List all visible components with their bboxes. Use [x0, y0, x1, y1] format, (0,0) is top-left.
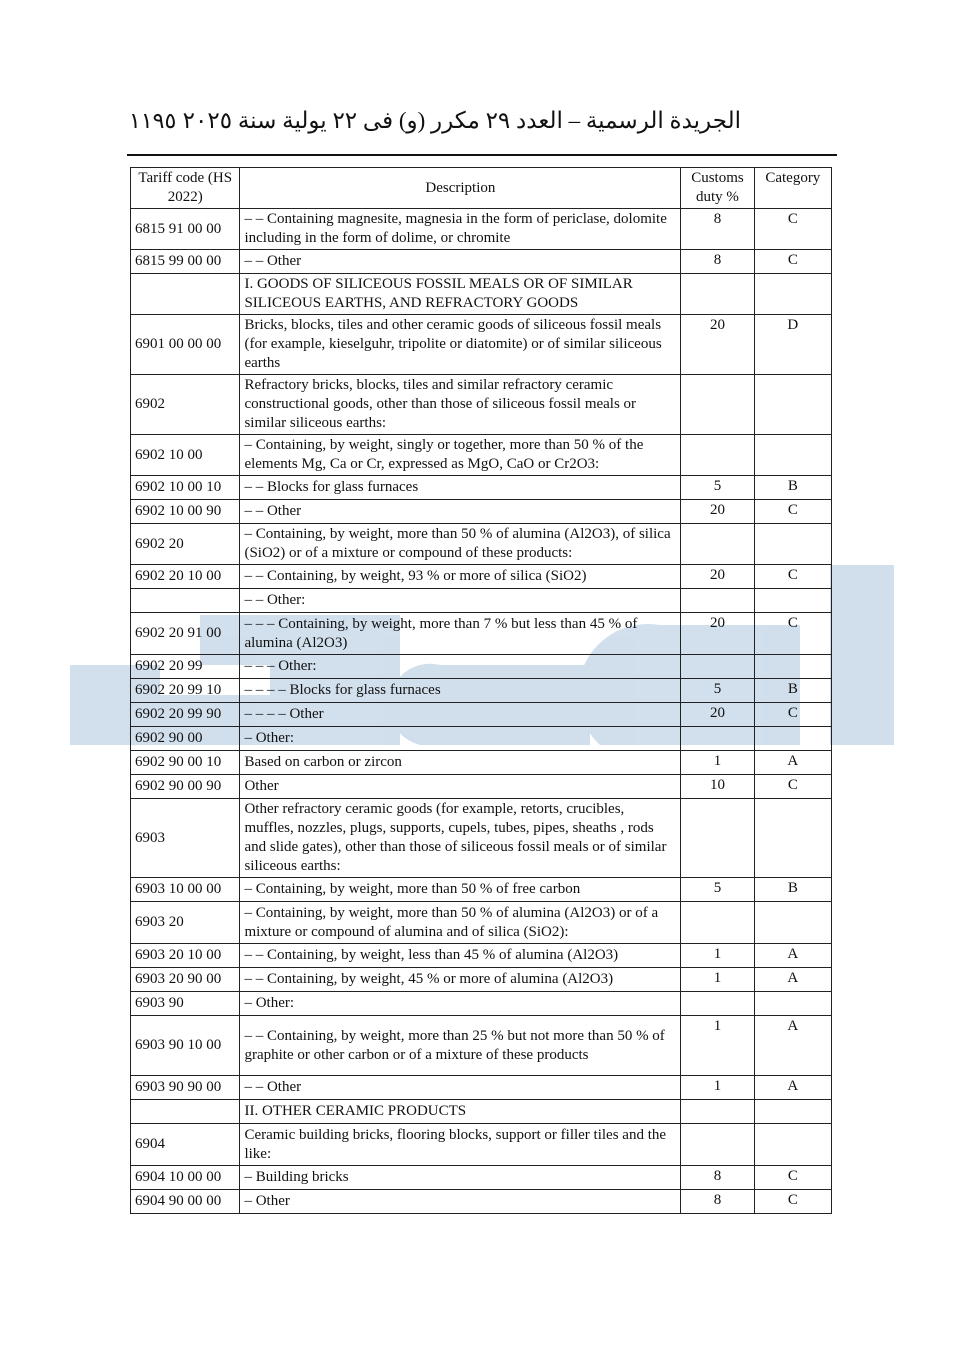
category-cell: C	[754, 500, 831, 524]
tariff-code-cell	[131, 589, 240, 613]
description-cell: – – Other:	[240, 589, 681, 613]
table-row	[131, 1076, 832, 1100]
tariff-code-cell: 6902	[131, 375, 240, 435]
category-cell	[754, 992, 831, 1016]
customs-duty-cell: 5	[681, 878, 754, 902]
category-cell: C	[754, 775, 831, 799]
category-cell: A	[754, 1076, 831, 1100]
customs-duty-cell: 8	[681, 1190, 754, 1214]
gazette-title: الجريدة الرسمية – العدد ٢٩ مكرر (و) فى ٢٢ يولية سنة ٢٠٢٥	[182, 108, 741, 133]
category-cell	[754, 655, 831, 679]
customs-duty-cell: 20	[681, 565, 754, 589]
table-row	[131, 992, 832, 1016]
table-row	[131, 1124, 832, 1166]
description-cell: – Containing, by weight, more than 50 % of free carbon	[240, 878, 681, 902]
category-cell: C	[754, 613, 831, 655]
customs-duty-cell: 1	[681, 944, 754, 968]
table-row	[131, 1100, 832, 1124]
category-cell: A	[754, 751, 831, 775]
description-cell: – – – – Other	[240, 703, 681, 727]
tariff-code-cell: 6902 90 00 90	[131, 775, 240, 799]
table-row	[131, 775, 832, 799]
table-row	[131, 727, 832, 751]
description-cell: – – – Other:	[240, 655, 681, 679]
table-row	[131, 565, 832, 589]
tariff-code-cell: 6903 90 10 00	[131, 1016, 240, 1076]
description-cell: – Other:	[240, 992, 681, 1016]
category-cell	[754, 1100, 831, 1124]
table-row	[131, 1166, 832, 1190]
category-cell: D	[754, 315, 831, 375]
table-row	[131, 524, 832, 565]
description-cell: Other refractory ceramic goods (for example, retorts, crucibles, muffles, nozzles, plugs, supports, cupels, tubes, pipes, sheaths , rods and slide gates), other than those of siliceous fossil meals or of similar siliceous earths:	[240, 799, 681, 878]
tariff-code-cell: 6904 90 00 00	[131, 1190, 240, 1214]
tariff-code-cell: 6903 20 90 00	[131, 968, 240, 992]
category-cell: B	[754, 878, 831, 902]
category-cell	[754, 375, 831, 435]
customs-duty-cell: 8	[681, 250, 754, 274]
table-row	[131, 476, 832, 500]
tariff-code-cell: 6903 90	[131, 992, 240, 1016]
tariff-code-cell: 6902 10 00 90	[131, 500, 240, 524]
tariff-code-cell: 6904	[131, 1124, 240, 1166]
table-row	[131, 250, 832, 274]
customs-duty-cell: 20	[681, 613, 754, 655]
tariff-code-cell: 6903 20	[131, 902, 240, 944]
description-cell: – – Containing magnesite, magnesia in the form of periclase, dolomite including in the form of dolime, or chromite	[240, 209, 681, 250]
description-cell: Other	[240, 775, 681, 799]
table-row	[131, 679, 832, 703]
category-cell	[754, 1124, 831, 1166]
description-cell: – Other:	[240, 727, 681, 751]
table-row	[131, 655, 832, 679]
category-cell: C	[754, 250, 831, 274]
tariff-code-cell	[131, 274, 240, 315]
category-cell: B	[754, 679, 831, 703]
customs-duty-cell: 20	[681, 315, 754, 375]
customs-duty-cell: 8	[681, 1166, 754, 1190]
description-cell: – – – – Blocks for glass furnaces	[240, 679, 681, 703]
tariff-code-cell: 6902 20 10 00	[131, 565, 240, 589]
category-cell: A	[754, 944, 831, 968]
category-cell: C	[754, 565, 831, 589]
header-category: Category	[754, 168, 831, 209]
customs-duty-cell: 1	[681, 1076, 754, 1100]
table-row	[131, 878, 832, 902]
category-cell: B	[754, 476, 831, 500]
description-cell: Ceramic building bricks, flooring blocks, support or filler tiles and the like:	[240, 1124, 681, 1166]
description-cell: – – Containing, by weight, less than 45 % of alumina (Al2O3)	[240, 944, 681, 968]
description-cell: – – Containing, by weight, 93 % or more of silica (SiO2)	[240, 565, 681, 589]
customs-duty-cell	[681, 589, 754, 613]
category-cell	[754, 589, 831, 613]
table-row	[131, 902, 832, 944]
tariff-table	[130, 167, 832, 1214]
header-tariff-code: Tariff code (HS 2022)	[131, 168, 240, 209]
category-cell	[754, 524, 831, 565]
description-cell: – – – Containing, by weight, more than 7 % but less than 45 % of alumina (Al2O3)	[240, 613, 681, 655]
table-row	[131, 1016, 832, 1076]
tariff-code-cell: 6901 00 00 00	[131, 315, 240, 375]
category-cell	[754, 799, 831, 878]
table-row	[131, 315, 832, 375]
table-row	[131, 274, 832, 315]
table-row	[131, 375, 832, 435]
description-cell: – Building bricks	[240, 1166, 681, 1190]
customs-duty-cell: 5	[681, 476, 754, 500]
tariff-code-cell: 6903	[131, 799, 240, 878]
table-row	[131, 435, 832, 476]
customs-duty-cell: 20	[681, 500, 754, 524]
customs-duty-cell: 5	[681, 679, 754, 703]
customs-duty-cell	[681, 1124, 754, 1166]
tariff-code-cell: 6902 90 00	[131, 727, 240, 751]
customs-duty-cell	[681, 435, 754, 476]
customs-duty-cell	[681, 992, 754, 1016]
tariff-code-cell: 6904 10 00 00	[131, 1166, 240, 1190]
page-number: ١١٩٥	[129, 108, 177, 133]
category-cell	[754, 435, 831, 476]
category-cell	[754, 902, 831, 944]
category-cell: A	[754, 968, 831, 992]
description-cell: – – Other	[240, 1076, 681, 1100]
description-cell: – – Other	[240, 500, 681, 524]
table-row	[131, 1190, 832, 1214]
customs-duty-cell: 20	[681, 703, 754, 727]
table-row	[131, 799, 832, 878]
description-cell: Refractory bricks, blocks, tiles and similar refractory ceramic constructional goods, other than those of siliceous fossil meals or similar siliceous earths:	[240, 375, 681, 435]
customs-duty-cell	[681, 524, 754, 565]
customs-duty-cell	[681, 274, 754, 315]
table-row	[131, 613, 832, 655]
tariff-code-cell: 6815 99 00 00	[131, 250, 240, 274]
description-cell: – – Blocks for glass furnaces	[240, 476, 681, 500]
tariff-code-cell: 6903 10 00 00	[131, 878, 240, 902]
tariff-table-body	[131, 209, 832, 1214]
tariff-code-cell: 6902 10 00 10	[131, 476, 240, 500]
table-row	[131, 751, 832, 775]
tariff-code-cell	[131, 1100, 240, 1124]
tariff-code-cell: 6902 20 99 90	[131, 703, 240, 727]
tariff-code-cell: 6902 20 99 10	[131, 679, 240, 703]
customs-duty-cell: 10	[681, 775, 754, 799]
category-cell	[754, 274, 831, 315]
description-cell: Bricks, blocks, tiles and other ceramic goods of siliceous fossil meals (for example, kieselguhr, tripolite or diatomite) or of similar siliceous earths	[240, 315, 681, 375]
tariff-code-cell: 6902 20 99	[131, 655, 240, 679]
customs-duty-cell: 8	[681, 209, 754, 250]
tariff-code-cell: 6815 91 00 00	[131, 209, 240, 250]
tariff-code-cell: 6902 90 00 10	[131, 751, 240, 775]
header-customs-duty: Customs duty %	[681, 168, 754, 209]
page-header	[127, 104, 837, 144]
description-cell: – Containing, by weight, more than 50 % of alumina (Al2O3), of silica (SiO2) or of a mixture or compound of these products:	[240, 524, 681, 565]
category-cell: C	[754, 703, 831, 727]
description-cell: – – Containing, by weight, 45 % or more of alumina (Al2O3)	[240, 968, 681, 992]
category-cell: A	[754, 1016, 831, 1076]
table-row	[131, 589, 832, 613]
tariff-code-cell: 6902 20	[131, 524, 240, 565]
table-header-row	[131, 168, 832, 209]
customs-duty-cell	[681, 727, 754, 751]
category-cell	[754, 727, 831, 751]
customs-duty-cell: 1	[681, 751, 754, 775]
description-cell: II. OTHER CERAMIC PRODUCTS	[240, 1100, 681, 1124]
table-row	[131, 703, 832, 727]
table-row	[131, 944, 832, 968]
description-cell: Based on carbon or zircon	[240, 751, 681, 775]
description-cell: I. GOODS OF SILICEOUS FOSSIL MEALS OR OF SIMILAR SILICEOUS EARTHS, AND REFRACTORY GOODS	[240, 274, 681, 315]
customs-duty-cell	[681, 655, 754, 679]
header-description: Description	[240, 168, 681, 209]
category-cell: C	[754, 1190, 831, 1214]
category-cell: C	[754, 1166, 831, 1190]
tariff-code-cell: 6903 20 10 00	[131, 944, 240, 968]
description-cell: – – Other	[240, 250, 681, 274]
customs-duty-cell: 1	[681, 1016, 754, 1076]
customs-duty-cell	[681, 902, 754, 944]
header-rule	[127, 154, 837, 156]
customs-duty-cell: 1	[681, 968, 754, 992]
description-cell: – – Containing, by weight, more than 25 % but not more than 50 % of graphite or other carbon or of a mixture of these products	[240, 1016, 681, 1076]
customs-duty-cell	[681, 375, 754, 435]
description-cell: – Containing, by weight, more than 50 % of alumina (Al2O3) or of a mixture or compound of alumina and of silica (SiO2):	[240, 902, 681, 944]
table-row	[131, 500, 832, 524]
tariff-code-cell: 6902 20 91 00	[131, 613, 240, 655]
customs-duty-cell	[681, 1100, 754, 1124]
customs-duty-cell	[681, 799, 754, 878]
table-row	[131, 968, 832, 992]
tariff-code-cell: 6902 10 00	[131, 435, 240, 476]
category-cell: C	[754, 209, 831, 250]
description-cell: – Containing, by weight, singly or together, more than 50 % of the elements Mg, Ca or Cr, expressed as MgO, CaO or Cr2O3:	[240, 435, 681, 476]
tariff-code-cell: 6903 90 90 00	[131, 1076, 240, 1100]
description-cell: – Other	[240, 1190, 681, 1214]
table-row	[131, 209, 832, 250]
